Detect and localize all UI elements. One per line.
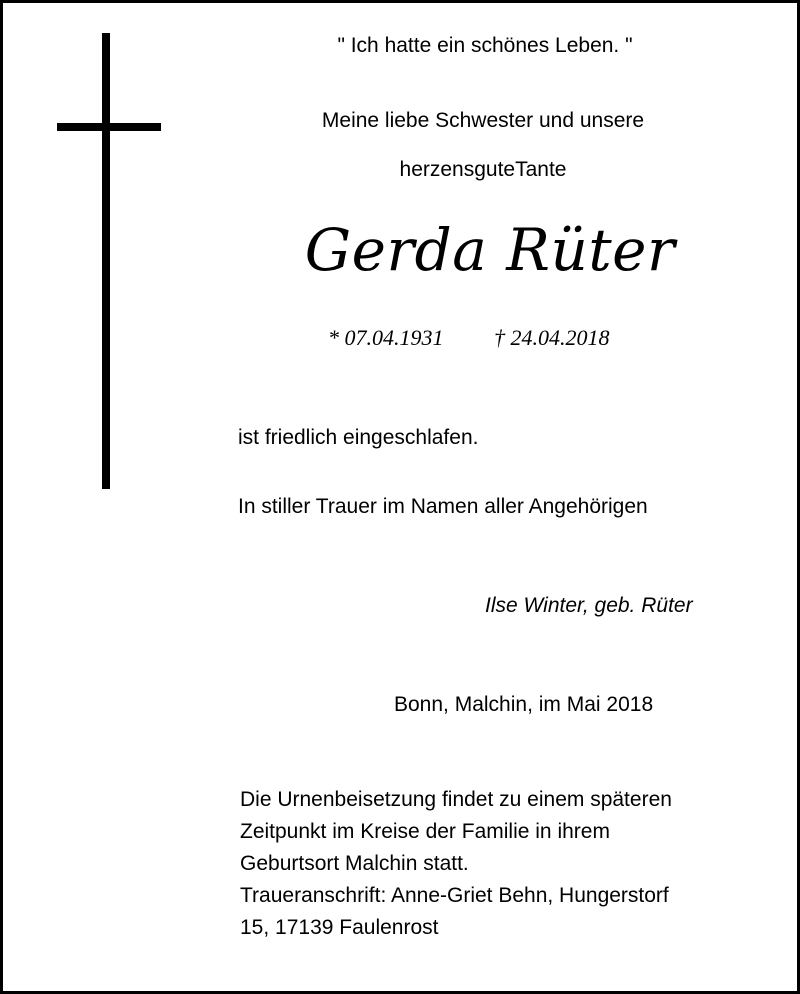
funeral-line: Zeitpunkt im Kreise der Familie in ihrem bbox=[240, 820, 610, 843]
cross-vertical-bar bbox=[102, 33, 110, 489]
signature: Ilse Winter, geb. Rüter bbox=[485, 594, 693, 617]
mourning-text: In stiller Trauer im Namen aller Angehörigen bbox=[238, 495, 648, 518]
intro-line-1: Meine liebe Schwester und unsere bbox=[321, 109, 645, 132]
funeral-line: 15, 17139 Faulenrost bbox=[240, 916, 439, 939]
passing-text: ist friedlich eingeschlafen. bbox=[238, 426, 479, 449]
funeral-line: Geburtsort Malchin statt. bbox=[240, 852, 469, 875]
funeral-line: Die Urnenbeisetzung findet zu einem späteren bbox=[240, 788, 672, 811]
intro-line-2: herzensguteTante bbox=[399, 158, 567, 181]
deceased-name: Gerda Rüter bbox=[304, 216, 676, 284]
funeral-notice bbox=[240, 784, 780, 944]
quote-text: " Ich hatte ein schönes Leben. " bbox=[337, 34, 633, 57]
cross-horizontal-bar bbox=[57, 123, 161, 131]
death-date: † 24.04.2018 bbox=[494, 325, 610, 350]
funeral-line: Traueranschrift: Anne-Griet Behn, Hungerstorf bbox=[240, 884, 669, 907]
birth-date: * 07.04.1931 bbox=[328, 325, 444, 350]
place-date: Bonn, Malchin, im Mai 2018 bbox=[394, 693, 654, 716]
